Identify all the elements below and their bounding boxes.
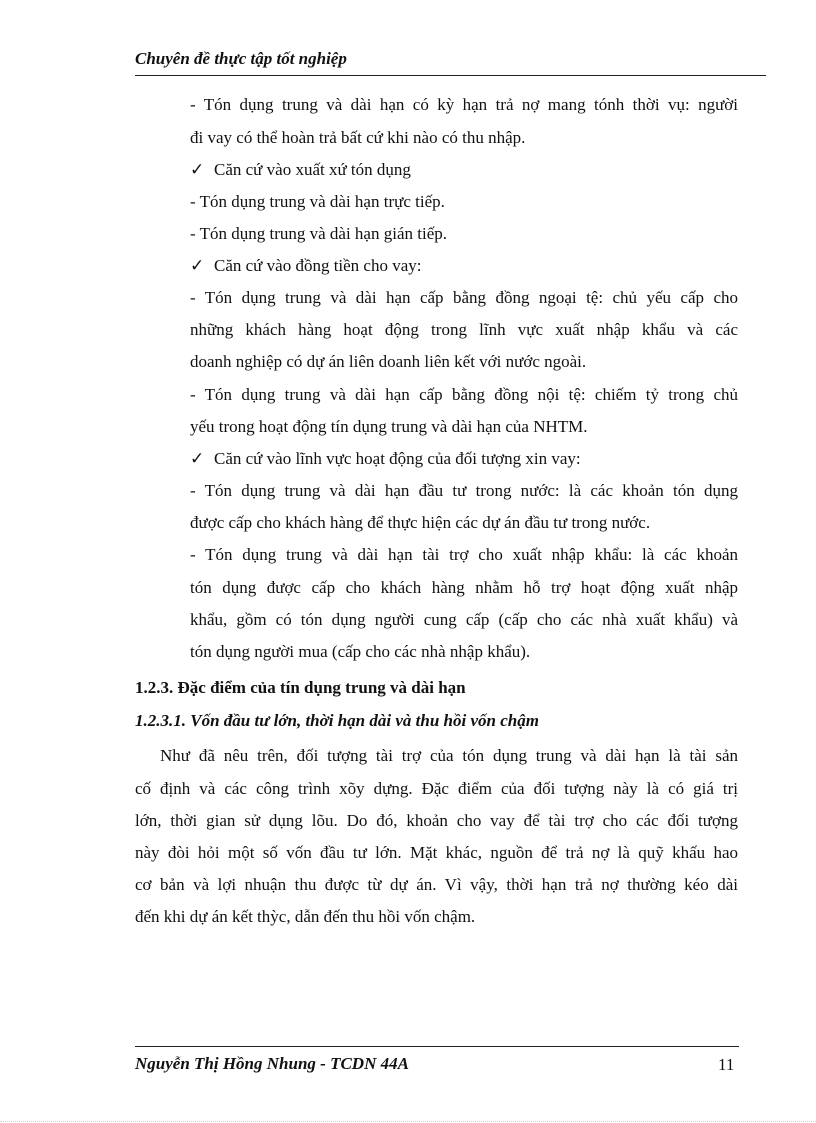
section-subheading: 1.2.3.1. Vốn đầu tư lớn, thời hạn dài và thu hồi vốn chậm [135, 711, 539, 730]
footer-author: Nguyễn Thị Hồng Nhung - TCDN 44A [135, 1054, 409, 1073]
paragraph-line: cố định và các công trình xõy dựng. Đặc điểm của đối tượng này là có giá trị [135, 779, 738, 798]
body-line: những khách hàng hoạt động trong lĩnh vực xuất nhập khẩu và các [190, 320, 738, 339]
check-item-label: Căn cứ vào lĩnh vực hoạt động của đối tượng xin vay: [214, 449, 581, 468]
body-line: - Tón dụng trung và dài hạn cấp bằng đồng nội tệ: chiếm tỷ trong chủ [190, 385, 738, 404]
check-item-label: Căn cứ vào đồng tiền cho vay: [214, 256, 422, 275]
paragraph-line: đến khi dự án kết thỳc, dẫn đến thu hồi vốn chậm. [135, 907, 476, 926]
check-icon: ✓ [190, 449, 205, 468]
body-line: - Tón dụng trung và dài hạn có kỳ hạn trả nợ mang tónh thời vụ: người [190, 95, 738, 114]
paragraph-line: lớn, thời gian sử dụng lõu. Do đó, khoản cho vay để tài trợ cho các đối tượng [135, 811, 738, 830]
paragraph-line: Như đã nêu trên, đối tượng tài trợ của tón dụng trung và dài hạn là tài sản [160, 746, 738, 765]
body-line: - Tón dụng trung và dài hạn tài trợ cho xuất nhập khẩu: là các khoản [190, 545, 738, 564]
check-item [190, 449, 581, 469]
body-line: đi vay có thể hoàn trả bất cứ khi nào có thu nhập. [190, 128, 526, 147]
header-divider [135, 75, 766, 76]
section-heading: 1.2.3. Đặc điểm của tín dụng trung và dài hạn [135, 678, 466, 697]
body-line: khẩu, gồm có tón dụng người cung cấp (cấp cho các nhà xuất khẩu) và [190, 610, 738, 629]
check-icon: ✓ [190, 256, 205, 275]
footer-divider [135, 1046, 739, 1047]
check-icon: ✓ [190, 160, 205, 179]
body-line: được cấp cho khách hàng để thực hiện các dự án đầu tư trong nước. [190, 513, 651, 532]
check-item-label: Căn cứ vào xuất xứ tón dụng [214, 160, 411, 179]
body-line: doanh nghiệp có dự án liên doanh liên kết với nước ngoài. [190, 352, 587, 371]
body-line: yếu trong hoạt động tín dụng trung và dài hạn của NHTM. [190, 417, 588, 436]
body-line: - Tón dụng trung và dài hạn đầu tư trong nước: là các khoản tón dụng [190, 481, 738, 500]
page-header-title: Chuyên đề thực tập tốt nghiệp [135, 49, 347, 68]
body-line: tón dụng được cấp cho khách hàng nhằm hỗ trợ hoạt động xuất nhập [190, 578, 738, 597]
body-line: - Tón dụng trung và dài hạn gián tiếp. [190, 224, 447, 243]
body-line: tón dụng người mua (cấp cho các nhà nhập khẩu). [190, 642, 531, 661]
check-item [190, 160, 411, 180]
body-line: - Tón dụng trung và dài hạn cấp bằng đồng ngoại tệ: chủ yếu cấp cho [190, 288, 738, 307]
page-bottom-border [0, 1121, 816, 1122]
check-item [190, 256, 422, 276]
page-number: 11 [718, 1055, 735, 1074]
body-line: - Tón dụng trung và dài hạn trực tiếp. [190, 192, 445, 211]
paragraph-line: này đòi hỏi một số vốn đầu tư lớn. Mặt khác, nguồn để trả nợ là quỹ khấu hao [135, 843, 738, 862]
paragraph-line: cơ bản và lợi nhuận thu được từ dự án. Vì vậy, thời hạn trả nợ thường kéo dài [135, 875, 738, 894]
